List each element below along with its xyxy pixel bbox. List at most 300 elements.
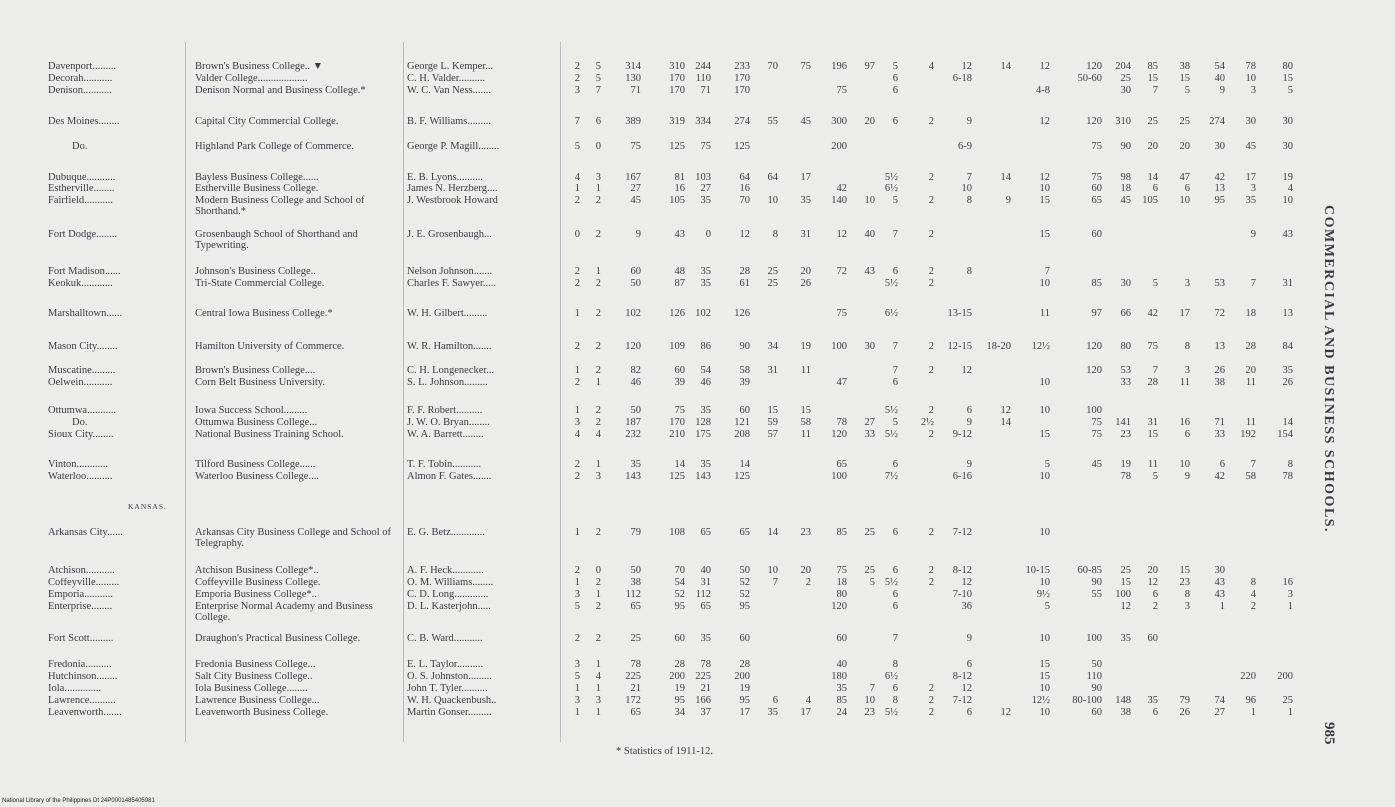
stat-cell: 30: [1245, 116, 1256, 127]
stat-cell: 30: [1282, 141, 1293, 152]
stat-cell: 26: [1282, 377, 1293, 388]
stat-cell: 28: [674, 659, 685, 670]
stat-cell: 52: [739, 589, 750, 600]
stat-cell: 31: [1147, 417, 1158, 428]
stat-cell: 47: [836, 377, 847, 388]
stat-cell: 170: [669, 85, 685, 96]
stat-cell: 3: [595, 172, 601, 183]
stat-cell: 14: [1147, 172, 1158, 183]
stat-cell: 103: [695, 172, 711, 183]
stat-cell: 200: [734, 671, 750, 682]
stat-cell: 16: [674, 183, 685, 194]
stat-cell: 35: [1245, 195, 1256, 206]
stat-cell: 8: [966, 266, 972, 277]
stat-cell: 12: [1000, 707, 1011, 718]
stat-cell: 23: [800, 527, 811, 538]
stat-cell: 125: [734, 471, 750, 482]
stat-cell: 10: [1039, 527, 1050, 538]
stat-cell: 8: [892, 695, 898, 706]
stat-cell: 2: [928, 229, 934, 240]
principal-name: F. F. Robert..........: [407, 406, 483, 416]
stat-cell: 4: [595, 671, 601, 682]
school-name: Brown's Business College....: [195, 365, 316, 376]
stat-cell: 13: [1214, 341, 1225, 352]
stat-cell: 2: [928, 172, 934, 183]
stat-cell: 10: [1039, 633, 1050, 644]
stat-cell: 1: [574, 527, 580, 538]
stat-cell: 6: [892, 73, 898, 84]
stat-cell: 50: [739, 565, 750, 576]
stat-cell: 90: [739, 341, 750, 352]
stat-cell: 60: [739, 405, 750, 416]
stat-cell: 12: [1147, 577, 1158, 588]
school-name: Grosenbaugh School of Shorthand and Typewriting.: [195, 229, 358, 251]
stat-cell: 5: [1152, 278, 1158, 289]
stat-cell: 192: [1240, 429, 1256, 440]
stat-cell: 38: [1179, 61, 1190, 72]
stat-cell: 18-20: [986, 341, 1011, 352]
stat-cell: 30: [1214, 565, 1225, 576]
stat-cell: 10-15: [1025, 565, 1050, 576]
stat-cell: 33: [864, 429, 875, 440]
stat-cell: 8: [1250, 577, 1256, 588]
stat-cell: 1: [1250, 707, 1256, 718]
stat-cell: 46: [630, 377, 641, 388]
stat-cell: 4: [805, 695, 811, 706]
principal-name: Charles F. Sawyer.....: [407, 279, 496, 289]
stat-cell: 2: [805, 577, 811, 588]
stat-cell: 23: [1179, 577, 1190, 588]
stat-cell: 5½: [884, 405, 898, 416]
stat-cell: 60: [836, 633, 847, 644]
stat-cell: 84: [1282, 341, 1293, 352]
stat-cell: 30: [1120, 278, 1131, 289]
stat-cell: 40: [836, 659, 847, 670]
stat-cell: 11: [1039, 308, 1050, 319]
stat-cell: 100: [1115, 589, 1131, 600]
stat-cell: 109: [669, 341, 685, 352]
stat-cell: 80-100: [1072, 695, 1102, 706]
stat-cell: 2: [574, 471, 580, 482]
stat-cell: 17: [1179, 308, 1190, 319]
stat-cell: 24: [836, 707, 847, 718]
stat-cell: 75: [1091, 417, 1102, 428]
stat-cell: 25: [1120, 565, 1131, 576]
stat-cell: 35: [800, 195, 811, 206]
stat-cell: 2: [928, 266, 934, 277]
stat-cell: 319: [669, 116, 685, 127]
stat-cell: 4: [1250, 589, 1256, 600]
stat-cell: 125: [669, 141, 685, 152]
school-name: Bayless Business College......: [195, 172, 319, 183]
school-name: Leavenworth Business College.: [195, 707, 329, 718]
stat-cell: 3: [574, 85, 580, 96]
stat-cell: 2: [595, 365, 601, 376]
stat-cell: 244: [695, 61, 711, 72]
stat-cell: 20: [800, 565, 811, 576]
stat-cell: 6: [595, 116, 601, 127]
stat-cell: 120: [1086, 61, 1102, 72]
stat-cell: 31: [800, 229, 811, 240]
stat-cell: 4: [928, 61, 934, 72]
principal-name: E. L. Taylor..........: [407, 660, 484, 670]
stat-cell: 1: [574, 577, 580, 588]
column-rule: [403, 42, 404, 742]
stat-cell: 9: [1005, 195, 1011, 206]
city-name: Coffeyville.........: [48, 578, 120, 588]
footnote: * Statistics of 1911-12.: [616, 746, 714, 757]
stat-cell: 3: [1184, 601, 1190, 612]
stat-cell: 14: [1000, 61, 1011, 72]
stat-cell: 100: [1086, 633, 1102, 644]
stat-cell: 120: [831, 429, 847, 440]
stat-cell: 100: [1086, 405, 1102, 416]
stat-cell: 2: [574, 459, 580, 470]
stat-cell: 15: [1039, 229, 1050, 240]
stat-cell: 8-12: [952, 671, 972, 682]
principal-name: E. B. Lyons..........: [407, 173, 483, 183]
city-name: Mason City........: [48, 342, 118, 352]
stat-cell: 9½: [1036, 589, 1050, 600]
stat-cell: 8: [966, 195, 972, 206]
stat-cell: 15: [1039, 429, 1050, 440]
stat-cell: 6: [772, 695, 778, 706]
school-name: Waterloo Business College....: [195, 471, 319, 482]
stat-cell: 60: [674, 633, 685, 644]
principal-name: T. F. Tobin...........: [407, 460, 482, 470]
stat-cell: 9: [966, 417, 972, 428]
stat-cell: 72: [836, 266, 847, 277]
stat-cell: 2: [595, 341, 601, 352]
stat-cell: 12: [961, 61, 972, 72]
stat-cell: 120: [831, 601, 847, 612]
stat-cell: 7: [772, 577, 778, 588]
stat-cell: 90: [1120, 141, 1131, 152]
stat-cell: 75: [700, 141, 711, 152]
stat-cell: 95: [1214, 195, 1225, 206]
school-name: Denison Normal and Business College.*: [195, 85, 366, 96]
stat-cell: 2: [595, 417, 601, 428]
stat-cell: 75: [1091, 141, 1102, 152]
stat-cell: 33: [1120, 377, 1131, 388]
city-name: Fairfield...........: [48, 196, 114, 206]
principal-name: W. C. Van Ness.......: [407, 86, 492, 96]
stat-cell: 47: [1179, 172, 1190, 183]
stat-cell: 65: [630, 707, 641, 718]
city-name: Atchison...........: [48, 566, 115, 576]
stat-cell: 232: [625, 429, 641, 440]
stat-cell: 43: [1214, 589, 1225, 600]
stat-cell: 10: [1039, 683, 1050, 694]
stat-cell: 12-15: [947, 341, 972, 352]
city-name: Keokuk............: [48, 279, 113, 289]
city-name: Hutchinson........: [48, 672, 118, 682]
stat-cell: 11: [1179, 377, 1190, 388]
stat-cell: 10: [1179, 459, 1190, 470]
stat-cell: 27: [700, 183, 711, 194]
stat-cell: 3: [1250, 85, 1256, 96]
stat-cell: 143: [625, 471, 641, 482]
stat-cell: 389: [625, 116, 641, 127]
stat-cell: 5: [1044, 601, 1050, 612]
stat-cell: 196: [831, 61, 847, 72]
principal-name: D. L. Kasterjohn.....: [407, 602, 491, 612]
stat-cell: 75: [674, 405, 685, 416]
stat-cell: 90: [1091, 577, 1102, 588]
stat-cell: 17: [739, 707, 750, 718]
stat-cell: 166: [695, 695, 711, 706]
stat-cell: 172: [625, 695, 641, 706]
stat-cell: 2: [928, 527, 934, 538]
stat-cell: 6: [966, 405, 972, 416]
stat-cell: 112: [625, 589, 641, 600]
stat-cell: 204: [1115, 61, 1131, 72]
stat-cell: 35: [767, 707, 778, 718]
principal-name: B. F. Williams.........: [407, 117, 492, 127]
stat-cell: 10: [864, 195, 875, 206]
stat-cell: 19: [1120, 459, 1131, 470]
stat-cell: 233: [734, 61, 750, 72]
stat-cell: 35: [1120, 633, 1131, 644]
stat-cell: 200: [1277, 671, 1293, 682]
stat-cell: 110: [1086, 671, 1102, 682]
stat-cell: 25: [767, 278, 778, 289]
stat-cell: 3: [1287, 589, 1293, 600]
stat-cell: 2: [595, 577, 601, 588]
stat-cell: 42: [1214, 172, 1225, 183]
stat-cell: 6: [892, 116, 898, 127]
stat-cell: 7½: [884, 471, 898, 482]
stat-cell: 42: [1214, 471, 1225, 482]
principal-name: J. Westbrook Howard: [407, 196, 498, 206]
stat-cell: 23: [864, 707, 875, 718]
stat-cell: 3: [574, 659, 580, 670]
stat-cell: 64: [767, 172, 778, 183]
stat-cell: 8: [1184, 589, 1190, 600]
stat-cell: 1: [574, 405, 580, 416]
principal-name: A. F. Heck............: [407, 566, 484, 576]
stat-cell: 6: [892, 601, 898, 612]
stat-cell: 14: [739, 459, 750, 470]
stat-cell: 15: [1147, 429, 1158, 440]
stat-cell: 70: [739, 195, 750, 206]
stat-cell: 25: [864, 527, 875, 538]
school-name: Fredonia Business College...: [195, 659, 316, 670]
stat-cell: 2: [595, 633, 601, 644]
principal-name: W. H. Quackenbush..: [407, 696, 497, 706]
stat-cell: 3: [595, 695, 601, 706]
stat-cell: 50: [630, 405, 641, 416]
stat-cell: 60: [739, 633, 750, 644]
stat-cell: 60: [674, 365, 685, 376]
stat-cell: 3: [574, 417, 580, 428]
stat-cell: 3: [1250, 183, 1256, 194]
stat-cell: 31: [767, 365, 778, 376]
stat-cell: 15: [1039, 659, 1050, 670]
stat-cell: 7: [1152, 85, 1158, 96]
stat-cell: 20: [1147, 565, 1158, 576]
stat-cell: 2: [928, 577, 934, 588]
page-number: 985: [1321, 722, 1337, 745]
stat-cell: 1: [595, 459, 601, 470]
stat-cell: 64: [739, 172, 750, 183]
stat-cell: 74: [1214, 695, 1225, 706]
stat-cell: 7: [1152, 365, 1158, 376]
city-name: Fort Scott.........: [48, 634, 114, 644]
stat-cell: 1: [574, 683, 580, 694]
stat-cell: 6: [892, 683, 898, 694]
city-name: Sioux City........: [48, 430, 114, 440]
stat-cell: 20: [1245, 365, 1256, 376]
stat-cell: 25: [1147, 116, 1158, 127]
city-name: Emporia...........: [48, 590, 114, 600]
scan-credit: National Library of the Philippines Dt 24P0001485405981: [2, 798, 155, 804]
stat-cell: 75: [836, 85, 847, 96]
stat-cell: 11: [1245, 417, 1256, 428]
stat-cell: 6-18: [952, 73, 972, 84]
school-name: Johnson's Business College..: [195, 266, 316, 277]
stat-cell: 15: [1179, 565, 1190, 576]
stat-cell: 18: [1245, 308, 1256, 319]
school-name: Tri-State Commercial College.: [195, 278, 325, 289]
stat-cell: 5½: [884, 278, 898, 289]
stat-cell: 6: [892, 565, 898, 576]
stat-cell: 34: [767, 341, 778, 352]
stat-cell: 14: [767, 527, 778, 538]
stat-cell: 52: [674, 589, 685, 600]
stat-cell: 2: [928, 707, 934, 718]
stat-cell: 35: [700, 405, 711, 416]
school-name: Ottumwa Business College...: [195, 417, 318, 428]
stat-cell: 65: [1091, 195, 1102, 206]
city-name: Fredonia..........: [48, 660, 112, 670]
stat-cell: 10: [864, 695, 875, 706]
stat-cell: 16: [1282, 577, 1293, 588]
school-name: Highland Park College of Commerce.: [195, 141, 354, 152]
stat-cell: 12½: [1031, 341, 1050, 352]
city-name: Lawrence..........: [48, 696, 116, 706]
stat-cell: 2: [928, 278, 934, 289]
stat-cell: 75: [800, 61, 811, 72]
school-name: Hamilton University of Commerce.: [195, 341, 345, 352]
stat-cell: 2: [595, 527, 601, 538]
stat-cell: 3: [574, 589, 580, 600]
stat-cell: 7: [1044, 266, 1050, 277]
school-name: Iowa Success School.........: [195, 405, 308, 416]
stat-cell: 55: [1091, 589, 1102, 600]
stat-cell: 7: [892, 229, 898, 240]
stat-cell: 0: [574, 229, 580, 240]
stat-cell: 1: [574, 183, 580, 194]
running-title: COMMERCIAL AND BUSINESS SCHOOLS.: [1321, 205, 1336, 534]
stat-cell: 38: [1214, 377, 1225, 388]
stat-cell: 75: [1091, 172, 1102, 183]
stat-cell: 45: [1091, 459, 1102, 470]
stat-cell: 314: [625, 61, 641, 72]
stat-cell: 11: [800, 429, 811, 440]
stat-cell: 26: [1214, 365, 1225, 376]
stat-cell: 126: [669, 308, 685, 319]
stat-cell: 0: [705, 229, 711, 240]
stat-cell: 14: [1000, 172, 1011, 183]
school-name: National Business Training School.: [195, 429, 344, 440]
stat-cell: 80: [1282, 61, 1293, 72]
principal-name: J. E. Grosenbaugh...: [407, 230, 492, 240]
stat-cell: 85: [1091, 278, 1102, 289]
stat-cell: 78: [1120, 471, 1131, 482]
stat-cell: 310: [669, 61, 685, 72]
stat-cell: 70: [674, 565, 685, 576]
stat-cell: 2: [928, 683, 934, 694]
stat-cell: 5: [869, 577, 875, 588]
stat-cell: 50: [630, 278, 641, 289]
stat-cell: 2: [928, 195, 934, 206]
city-name: Oelwein...........: [48, 378, 113, 388]
stat-cell: 105: [1142, 195, 1158, 206]
stat-cell: 13: [1214, 183, 1225, 194]
school-name: Draughon's Practical Business College.: [195, 633, 361, 644]
stat-cell: 7: [892, 341, 898, 352]
stat-cell: 4: [595, 429, 601, 440]
stat-cell: 8: [1287, 459, 1293, 470]
stat-cell: 210: [669, 429, 685, 440]
stat-cell: 130: [625, 73, 641, 84]
school-name: Brown's Business College.. ▼: [195, 61, 324, 72]
stat-cell: 1: [595, 377, 601, 388]
stat-cell: 78: [630, 659, 641, 670]
stat-cell: 6: [892, 589, 898, 600]
stat-cell: 79: [630, 527, 641, 538]
city-name: Vinton............: [48, 460, 109, 470]
stat-cell: 16: [1179, 417, 1190, 428]
stat-cell: 1: [595, 683, 601, 694]
school-name: Enterprise Normal Academy and Business College.: [195, 601, 373, 623]
stat-cell: 33: [1214, 429, 1225, 440]
stat-cell: 6½: [884, 671, 898, 682]
principal-name: O. M. Williams........: [407, 578, 494, 588]
stat-cell: 19: [1282, 172, 1293, 183]
stat-cell: 2: [574, 565, 580, 576]
stat-cell: 15: [1039, 195, 1050, 206]
stat-cell: 1: [1287, 601, 1293, 612]
stat-cell: 225: [625, 671, 641, 682]
stat-cell: 143: [695, 471, 711, 482]
principal-name: C. H. Valder..........: [407, 74, 485, 84]
stat-cell: 10: [1039, 707, 1050, 718]
stat-cell: 15: [1120, 577, 1131, 588]
stat-cell: 334: [695, 116, 711, 127]
stat-cell: 20: [800, 266, 811, 277]
stat-cell: 9: [1219, 85, 1225, 96]
city-name: Do.: [72, 418, 88, 428]
stat-cell: 75: [630, 141, 641, 152]
stat-cell: 12: [961, 683, 972, 694]
stat-cell: 112: [695, 589, 711, 600]
school-name: Salt City Business College..: [195, 671, 313, 682]
city-name: Do.: [72, 142, 88, 152]
stat-cell: 25: [1179, 116, 1190, 127]
stat-cell: 20: [864, 116, 875, 127]
stat-cell: 2: [595, 195, 601, 206]
stat-cell: 78: [1282, 471, 1293, 482]
stat-cell: 35: [1147, 695, 1158, 706]
stat-cell: 10: [1039, 278, 1050, 289]
stat-cell: 82: [630, 365, 641, 376]
stat-cell: 58: [800, 417, 811, 428]
stat-cell: 3: [574, 695, 580, 706]
stat-cell: 59: [767, 417, 778, 428]
stat-cell: 60: [630, 266, 641, 277]
